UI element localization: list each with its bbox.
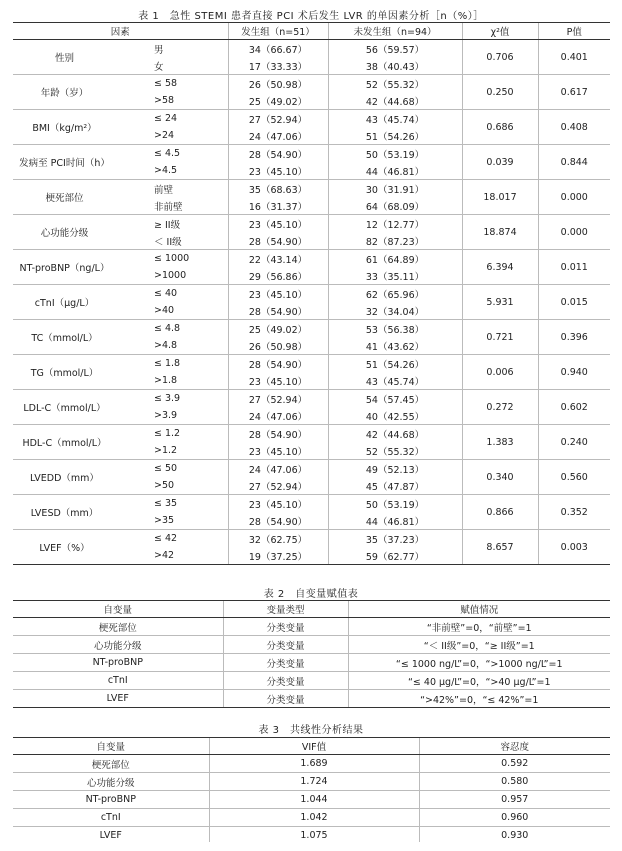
group1-cell: 24（47.06） [228,407,328,425]
table2-header-row [13,601,610,618]
p-value-cell: 0.011 [538,250,610,285]
group1-cell: 19（37.25） [228,547,328,565]
group1-cell: 34（66.67） [228,40,328,58]
table-row [13,110,610,128]
chi-square-cell: 0.006 [462,355,538,390]
p-value-cell: 0.352 [538,495,610,530]
group1-cell: 23（45.10） [228,285,328,303]
table-row [13,180,610,198]
level-cell: ≤ 1.2 [154,428,181,439]
p-value-cell: 0.000 [538,215,610,250]
group2-cell: 51（54.26） [328,355,462,373]
factor-cell: TC（mmol/L） [13,320,116,355]
level-cell: ≤ 1000 [154,253,190,264]
chi-square-cell: 6.394 [462,250,538,285]
level-cell: ≤ 50 [154,463,178,474]
chi-square-cell: 5.931 [462,285,538,320]
factor-cell: HDL-C（mmol/L） [13,425,116,460]
factor-cell: 性别 [13,40,116,75]
table3-cell: NT-proBNP [13,791,209,809]
page-bottom-edge [0,842,622,851]
table3-cell: 0.957 [419,791,610,809]
table3-header-cell: 自变量 [13,738,209,755]
table3-cell: 1.075 [209,827,419,845]
level-cell: ≤ 4.5 [154,148,181,159]
level-cell: ≤ 42 [154,533,178,544]
table3-cell: 0.580 [419,773,610,791]
level-cell: >24 [116,127,228,145]
table1 [13,22,610,565]
table1-header-cell: 发生组（n=51） [228,23,328,40]
group2-cell: 42（44.68） [328,92,462,110]
factor-cell: 心功能分级 [13,215,116,250]
table-row [13,672,610,690]
level-cell: >58 [116,92,228,110]
table3-cell: 1.042 [209,809,419,827]
table-row [13,618,610,636]
level-cell: 非前壁 [116,197,228,215]
chi-square-cell: 0.272 [462,390,538,425]
group2-cell: 43（45.74） [328,110,462,128]
group1-cell: 23（45.10） [228,215,328,233]
group1-cell: 29（56.86） [228,267,328,285]
table1-header-cell: χ²值 [462,23,538,40]
table-row [13,495,610,513]
table3-cell: 0.960 [419,809,610,827]
factor-cell: 发病至 PCI时间（h） [13,145,116,180]
table1-header-cell: 因素 [13,23,228,40]
group1-cell: 27（52.94） [228,110,328,128]
table2-cell: 梗死部位 [13,618,223,636]
level-cell: 男 [154,44,164,56]
chi-square-cell: 0.866 [462,495,538,530]
chi-square-cell: 18.874 [462,215,538,250]
group2-cell: 51（54.26） [328,127,462,145]
table-row [13,215,610,233]
group2-cell: 43（45.74） [328,372,462,390]
table-row [13,355,610,373]
level-cell: >3.9 [116,407,228,425]
table2-cell: 分类变量 [223,636,348,654]
table3-cell: 1.724 [209,773,419,791]
group2-cell: 50（53.19） [328,495,462,513]
table3-header-row [13,738,610,755]
table2-cell: “≤ 40 μg/L”=0，“>40 μg/L”=1 [348,672,610,690]
level-cell: ≤ 35 [154,498,178,509]
group2-cell: 32（34.04） [328,302,462,320]
table3-title: 表 3 共线性分析结果 [258,725,364,736]
group2-cell: 33（35.11） [328,267,462,285]
group1-cell: 27（52.94） [228,390,328,408]
factor-cell: NT-proBNP（ng/L） [13,250,116,285]
group1-cell: 28（54.90） [228,232,328,250]
table-row [13,75,610,93]
table3-cell: cTnI [13,809,209,827]
table-row [13,250,610,268]
group2-cell: 64（68.09） [328,197,462,215]
group1-cell: 28（54.90） [228,302,328,320]
table-row [13,40,610,58]
level-cell: ≥ II级 [154,219,181,231]
table-row [13,809,610,827]
p-value-cell: 0.000 [538,180,610,215]
factor-cell: LVEF（%） [13,530,116,565]
factor-cell: 梗死部位 [13,180,116,215]
table2-cell: NT-proBNP [13,654,223,672]
p-value-cell: 0.015 [538,285,610,320]
table-row [13,755,610,773]
level-cell: ＜ II级 [116,232,228,250]
table3-header-cell: 容忍度 [419,738,610,755]
group2-cell: 38（40.43） [328,57,462,75]
table2-cell: “>42%”=0，“≤ 42%”=1 [348,690,610,708]
group1-cell: 26（50.98） [228,337,328,355]
group2-cell: 49（52.13） [328,460,462,478]
table-row [13,460,610,478]
chi-square-cell: 0.340 [462,460,538,495]
chi-square-cell: 8.657 [462,530,538,565]
level-cell: ≤ 24 [154,113,178,124]
group1-cell: 22（43.14） [228,250,328,268]
level-cell: >1.8 [116,372,228,390]
group1-cell: 23（45.10） [228,442,328,460]
group1-cell: 23（45.10） [228,372,328,390]
table3-cell: 0.930 [419,827,610,845]
factor-cell: TG（mmol/L） [13,355,116,390]
table3-cell: 心功能分级 [13,773,209,791]
table-row [13,654,610,672]
p-value-cell: 0.560 [538,460,610,495]
group2-cell: 12（12.77） [328,215,462,233]
chi-square-cell: 0.721 [462,320,538,355]
group2-cell: 35（37.23） [328,530,462,548]
level-cell: 女 [116,57,228,75]
group1-cell: 32（62.75） [228,530,328,548]
chi-square-cell: 0.039 [462,145,538,180]
p-value-cell: 0.408 [538,110,610,145]
table-row [13,285,610,303]
table2-cell: “非前壁”=0，“前壁”=1 [348,618,610,636]
table1-header-cell: 未发生组（n=94） [328,23,462,40]
group1-cell: 27（52.94） [228,477,328,495]
level-cell: ≤ 58 [154,78,178,89]
p-value-cell: 0.240 [538,425,610,460]
group1-cell: 35（68.63） [228,180,328,198]
table2-cell: LVEF [13,690,223,708]
factor-cell: LVESD（mm） [13,495,116,530]
table2-cell: 分类变量 [223,672,348,690]
p-value-cell: 0.003 [538,530,610,565]
table1-title: 表 1 急性 STEMI 患者直接 PCI 术后发生 LVR 的单因素分析［n（%）］ [138,11,484,22]
level-cell: >4.5 [116,162,228,180]
table3 [13,737,610,844]
group2-cell: 62（65.96） [328,285,462,303]
group1-cell: 28（54.90） [228,145,328,163]
table2-title: 表 2 自变量赋值表 [263,589,359,600]
group1-cell: 17（33.33） [228,57,328,75]
level-cell: ≤ 40 [154,288,178,299]
level-cell: ≤ 1.8 [154,358,181,369]
table2 [13,600,610,708]
level-cell: >50 [116,477,228,495]
level-cell: >42 [116,547,228,565]
group2-cell: 52（55.32） [328,442,462,460]
group1-cell: 23（45.10） [228,495,328,513]
group2-cell: 56（59.57） [328,40,462,58]
factor-cell: cTnI（μg/L） [13,285,116,320]
factor-cell: 年龄（岁） [13,75,116,110]
table-row [13,636,610,654]
level-cell: ≤ 3.9 [154,393,181,404]
p-value-cell: 0.940 [538,355,610,390]
chi-square-cell: 1.383 [462,425,538,460]
level-cell: 前壁 [154,184,174,196]
level-cell: >4.8 [116,337,228,355]
table1-header-cell: P值 [538,23,610,40]
table-row [13,791,610,809]
group2-cell: 54（57.45） [328,390,462,408]
group2-cell: 59（62.77） [328,547,462,565]
table-row [13,390,610,408]
chi-square-cell: 0.706 [462,40,538,75]
table2-header-cell: 自变量 [13,601,223,618]
p-value-cell: 0.401 [538,40,610,75]
table1-header-row [13,23,610,40]
group1-cell: 28（54.90） [228,355,328,373]
chi-square-cell: 0.250 [462,75,538,110]
table2-header-cell: 变量类型 [223,601,348,618]
group1-cell: 25（49.02） [228,92,328,110]
chi-square-cell: 18.017 [462,180,538,215]
group2-cell: 50（53.19） [328,145,462,163]
p-value-cell: 0.396 [538,320,610,355]
table3-header-cell: VIF值 [209,738,419,755]
group1-cell: 25（49.02） [228,320,328,338]
table3-cell: 梗死部位 [13,755,209,773]
group2-cell: 42（44.68） [328,425,462,443]
group1-cell: 24（47.06） [228,460,328,478]
chi-square-cell: 0.686 [462,110,538,145]
p-value-cell: 0.844 [538,145,610,180]
table-row [13,530,610,548]
p-value-cell: 0.602 [538,390,610,425]
table-row [13,773,610,791]
group1-cell: 28（54.90） [228,512,328,530]
table-row [13,320,610,338]
level-cell: >1000 [116,267,228,285]
table2-cell: 分类变量 [223,654,348,672]
group1-cell: 28（54.90） [228,425,328,443]
p-value-cell: 0.617 [538,75,610,110]
group2-cell: 30（31.91） [328,180,462,198]
factor-cell: LDL-C（mmol/L） [13,390,116,425]
group2-cell: 45（47.87） [328,477,462,495]
table3-cell: 1.689 [209,755,419,773]
table2-cell: cTnI [13,672,223,690]
table-row [13,425,610,443]
table2-cell: 分类变量 [223,618,348,636]
table-row [13,690,610,708]
table2-cell: 心功能分级 [13,636,223,654]
group2-cell: 61（64.89） [328,250,462,268]
table3-cell: 0.592 [419,755,610,773]
table3-cell: LVEF [99,830,122,841]
group2-cell: 44（46.81） [328,512,462,530]
group2-cell: 40（42.55） [328,407,462,425]
table2-cell: 分类变量 [223,690,348,708]
table2-cell: “＜ II级”=0，“≥ II级”=1 [348,636,610,654]
table2-header-cell: 赋值情况 [348,601,610,618]
group2-cell: 53（56.38） [328,320,462,338]
table2-cell: “≤ 1000 ng/L”=0，“>1000 ng/L”=1 [348,654,610,672]
group1-cell: 16（31.37） [228,197,328,215]
group2-cell: 82（87.23） [328,232,462,250]
group2-cell: 41（43.62） [328,337,462,355]
group2-cell: 52（55.32） [328,75,462,93]
level-cell: ≤ 4.8 [154,323,181,334]
level-cell: >40 [116,302,228,320]
level-cell: >1.2 [116,442,228,460]
factor-cell: LVEDD（mm） [13,460,116,495]
group1-cell: 23（45.10） [228,162,328,180]
table-row [13,145,610,163]
group1-cell: 24（47.06） [228,127,328,145]
level-cell: >35 [116,512,228,530]
table3-cell: 1.044 [209,791,419,809]
group1-cell: 26（50.98） [228,75,328,93]
group2-cell: 44（46.81） [328,162,462,180]
factor-cell: BMI（kg/m²） [13,110,116,145]
